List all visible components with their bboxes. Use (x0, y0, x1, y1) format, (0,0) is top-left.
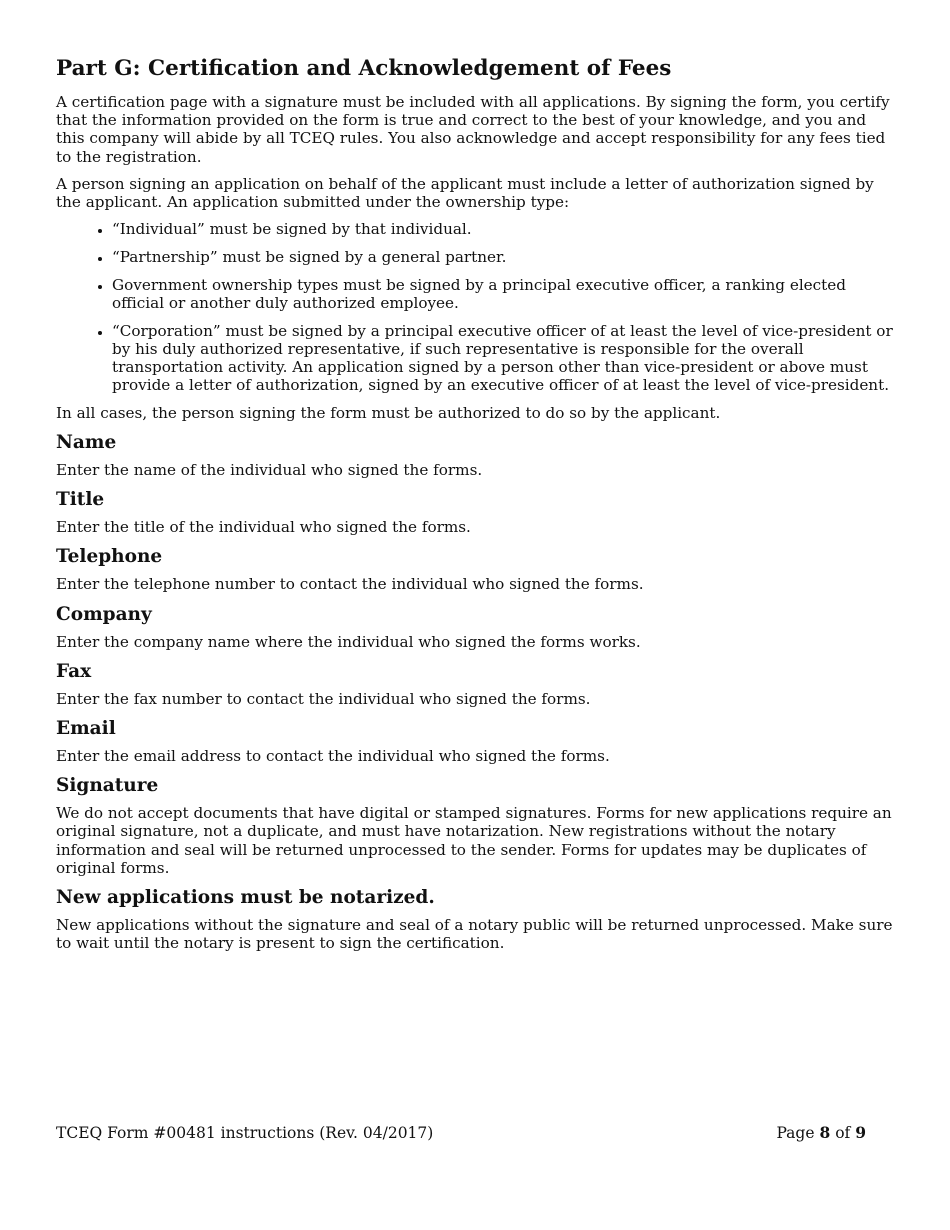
signature-text: We do not accept documents that have digital or stamped signatures. Forms for new applications require an original signature, not a duplicate, and must have notarization. New registrations without the notary information and seal will be returned unprocessed to the sender. Forms for updates may be duplicates of original forms. (56, 804, 892, 877)
signature-heading: Signature (56, 775, 159, 797)
page-number (776, 1123, 866, 1143)
title-heading: Title (56, 489, 105, 511)
fax-heading: Fax (56, 660, 92, 682)
title-text: Enter the title of the individual who signed the forms. (56, 518, 471, 537)
page-current: 8 (819, 1123, 831, 1142)
page-of: of (835, 1124, 851, 1142)
intro-paragraph-1: A certification page with a signature must be included with all applications. By signing the form, you certify that the information provided on the form is true and correct to the best of your knowledge, and you and this company will abide by all TCEQ rules. You also acknowledge and accept responsibility for any fees tied to the registration. (56, 93, 890, 166)
telephone-text: Enter the telephone number to contact the individual who signed the forms. (56, 575, 644, 594)
part-heading: Part G: Certification and Acknowledgement of Fees (56, 56, 672, 81)
name-text: Enter the name of the individual who signed the forms. (56, 461, 483, 480)
company-heading: Company (56, 603, 152, 625)
page-total: 9 (855, 1123, 866, 1142)
name-heading: Name (56, 432, 117, 454)
telephone-heading: Telephone (56, 546, 163, 568)
form-info: TCEQ Form #00481 instructions (Rev. 04/2017) (56, 1124, 434, 1142)
company-text: Enter the company name where the individual who signed the forms works. (56, 632, 641, 651)
page-word: Page (776, 1124, 815, 1142)
intro-paragraph-2: A person signing an application on behalf of the applicant must include a letter of authorization signed by the applicant. An application submitted under the ownership type: (56, 174, 874, 212)
fax-text: Enter the fax number to contact the individual who signed the forms. (56, 689, 591, 708)
list-item: • “Partnership” must be signed by a general partner. (112, 248, 894, 266)
list-item: • “Corporation” must be signed by a principal executive officer of at least the level of vice-president or by his duly authorized representative, if such representative is responsible for the overall transportation activity. An application signed by a person other than vice-president or above must provide a letter of authorization, signed by an executive officer of at least the level of vice-president. (112, 322, 894, 395)
page-footer (56, 1123, 866, 1143)
all-cases-paragraph: In all cases, the person signing the form must be authorized to do so by the applicant. (56, 403, 721, 422)
notarized-text: New applications without the signature and seal of a notary public will be returned unprocessed. Make sure to wait until the notary is present to sign the certification. (56, 916, 893, 953)
email-text: Enter the email address to contact the individual who signed the forms. (56, 747, 610, 766)
ownership-type-list (56, 220, 894, 394)
list-item: • “Individual” must be signed by that individual. (112, 220, 894, 238)
notarized-heading: New applications must be notarized. (56, 887, 435, 909)
list-item: • Government ownership types must be signed by a principal executive officer, a ranking elected official or another duly authorized employee. (112, 276, 894, 312)
document-page (56, 54, 894, 961)
email-heading: Email (56, 718, 116, 740)
